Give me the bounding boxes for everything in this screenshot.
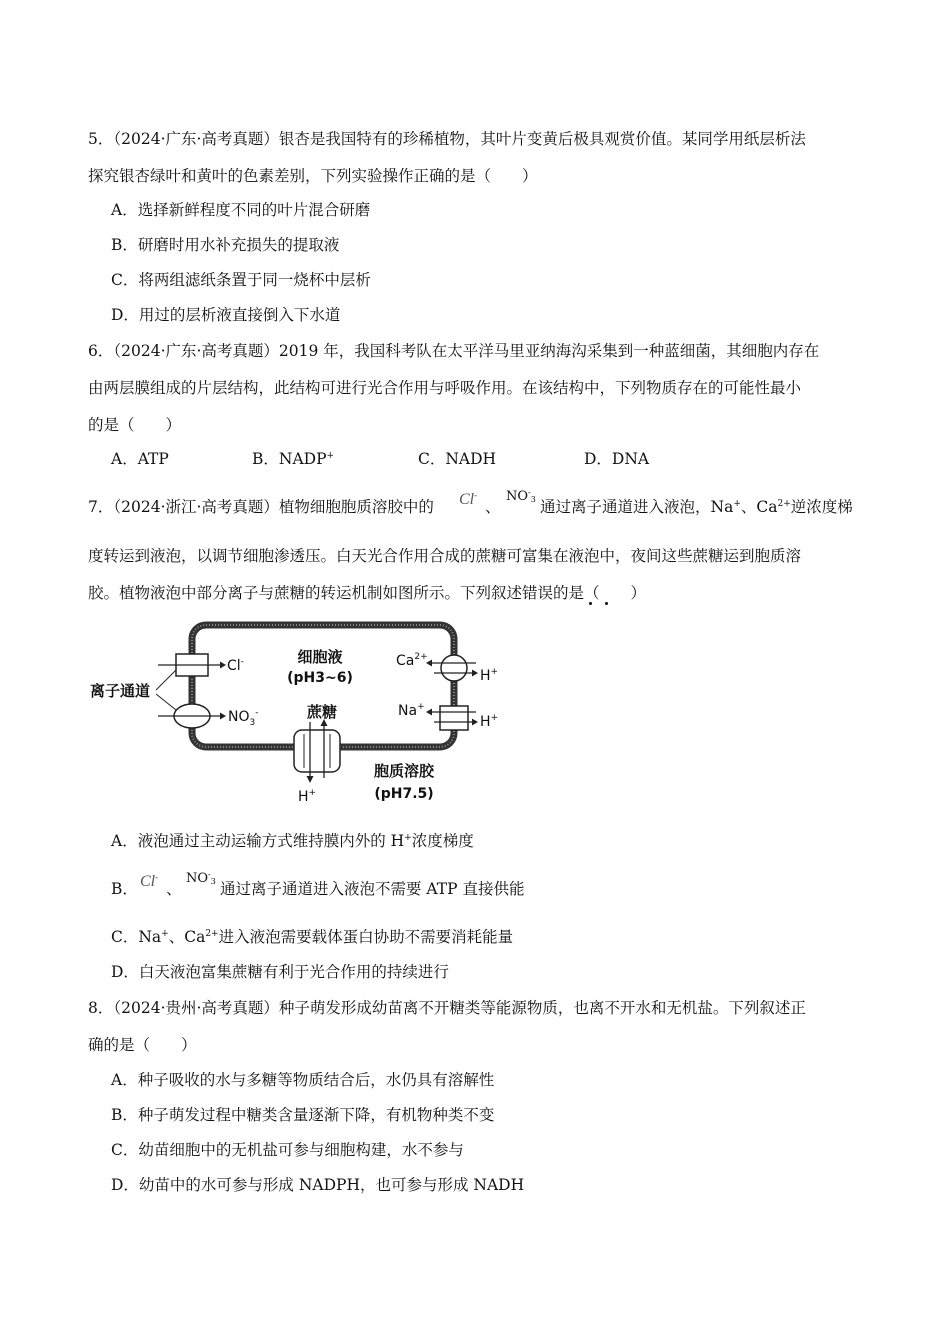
q5-number: 5． bbox=[88, 130, 114, 148]
q6-option-c: C．NADH bbox=[418, 450, 497, 468]
emphasis-dot bbox=[605, 602, 608, 605]
q7-option-c-text: C．Na bbox=[111, 928, 162, 946]
q7-ca-charge: 2+ bbox=[777, 499, 791, 509]
q5-option-c: C．将两组滤纸条置于同一烧杯中层析 bbox=[111, 271, 371, 289]
q8-stem-line1 bbox=[88, 998, 806, 1018]
q7-nitrate-formula bbox=[506, 486, 536, 507]
cytosol-label: 胞质溶胶 bbox=[373, 762, 435, 780]
q7-option-c-sup2: 2+ bbox=[205, 929, 219, 939]
q8-number: 8． bbox=[88, 999, 114, 1017]
vacuole-membrane bbox=[192, 625, 454, 747]
q8-option-c: C．幼苗细胞中的无机盐可参与细胞构建，水不参与 bbox=[111, 1141, 464, 1159]
proton-out-arrowhead-na bbox=[472, 719, 478, 726]
emphasis-dot bbox=[589, 602, 592, 605]
q7-option-b-separator: 、 bbox=[166, 880, 182, 898]
calcium-antiporter bbox=[441, 655, 467, 681]
ion-channel-pointer-bottom bbox=[156, 694, 176, 710]
q7-option-a-text2: 浓度梯度 bbox=[411, 832, 474, 850]
q7-nitrate-subscript: 3 bbox=[530, 495, 536, 504]
q6-stem-line3: 的是（ ） bbox=[88, 416, 182, 434]
q7-option-b-text: 通过离子通道进入液泡不需要 ATP 直接供能 bbox=[220, 880, 525, 898]
q8-stem-text1: （2024·贵州·高考真题）种子萌发形成幼苗离不开糖类等能源物质，也离不开水和无机盐。下列叙述正 bbox=[113, 999, 806, 1017]
vacuole-membrane-texture bbox=[192, 625, 454, 747]
q7-chloride-charge: - bbox=[474, 490, 478, 500]
q7-stem-line1b bbox=[540, 497, 853, 517]
calcium-label: $Ca^{2+}$ bbox=[396, 652, 428, 669]
q7-stem-line3: 胶。植物液泡中部分离子与蔗糖的转运机制如图所示。下列叙述错误的是（ ） bbox=[88, 584, 647, 602]
q6-stem-line2: 由两层膜组成的片层结构，此结构可进行光合作用与呼吸作用。在该结构中，下列物质存在的可能性最小 bbox=[88, 379, 802, 397]
sodium-arrowhead bbox=[426, 709, 432, 716]
q7-option-a-sup: + bbox=[404, 833, 412, 843]
ion-channel-label: 离子通道 bbox=[90, 682, 151, 700]
q7-option-a bbox=[111, 831, 474, 851]
q7-stem-text1d: 逆浓度梯 bbox=[790, 498, 853, 516]
q8-option-a: A．种子吸收的水与多糖等物质结合后，水仍具有溶解性 bbox=[111, 1071, 495, 1089]
q7-option-d: D．白天液泡富集蔗糖有利于光合作用的持续进行 bbox=[111, 963, 449, 981]
q7-option-c-text2: 、Ca bbox=[168, 928, 206, 946]
q6-option-b-sup: + bbox=[326, 451, 335, 461]
q5-option-a: A．选择新鲜程度不同的叶片混合研磨 bbox=[111, 201, 371, 219]
q7-option-b-chloride-symbol: Cl bbox=[140, 873, 156, 890]
proton-label-sucrose: H+ bbox=[298, 788, 317, 805]
q7-option-a-text: A．液泡通过主动运输方式维持膜内外的 H bbox=[111, 832, 405, 850]
q7-option-c-sup1: + bbox=[161, 929, 169, 939]
q7-option-c bbox=[111, 927, 513, 947]
q7-chloride-formula bbox=[459, 490, 477, 510]
q7-stem-text1a: （2024·浙江·高考真题）植物细胞胞质溶胶中的 bbox=[113, 498, 434, 516]
q6-option-b-text: B．NADP bbox=[252, 450, 327, 468]
q7-chloride-symbol: Cl bbox=[459, 491, 475, 508]
q7-option-c-text3: 进入液泡需要载体蛋白协助不需要消耗能量 bbox=[218, 928, 514, 946]
sucrose-label: 蔗糖 bbox=[306, 703, 338, 721]
q7-option-b-label: B． bbox=[111, 880, 138, 898]
q7-number: 7． bbox=[88, 498, 114, 516]
q5-stem-line1 bbox=[88, 129, 806, 149]
q8-option-b: B．种子萌发过程中糖类含量逐渐下降，有机物种类不变 bbox=[111, 1106, 495, 1124]
q7-option-b-chloride-charge: - bbox=[155, 872, 159, 882]
q7-na-charge: + bbox=[733, 499, 741, 509]
q7-nitrate-charge: - bbox=[528, 488, 531, 497]
q8-option-d: D．幼苗中的水可参与形成 NADPH，也可参与形成 NADH bbox=[111, 1176, 525, 1194]
vacuole-transport-diagram bbox=[88, 618, 508, 808]
q7-option-b-nitrate bbox=[186, 868, 216, 889]
sodium-antiporter bbox=[440, 706, 468, 730]
q7-stem-text1b: 通过离子通道进入液泡，Na bbox=[540, 498, 734, 516]
sodium-label: Na+ bbox=[398, 702, 425, 719]
proton-label-na: H+ bbox=[480, 713, 499, 730]
ion-channel-pointer-top bbox=[156, 670, 176, 690]
q7-stem-text1c: 、Ca bbox=[740, 498, 778, 516]
proton-arrowhead-sucrose bbox=[307, 776, 314, 783]
q7-nitrate-symbol: NO bbox=[506, 489, 529, 504]
q6-stem-text1: （2024·广东·高考真题）2019 年，我国科考队在太平洋马里亚纳海沟采集到一种蓝细菌，其细胞内存在 bbox=[113, 342, 820, 360]
q6-option-d: D．DNA bbox=[584, 450, 650, 468]
q6-number: 6． bbox=[88, 342, 114, 360]
nitrate-label: $NO_3^-$ bbox=[228, 708, 259, 728]
q7-option-b-chloride bbox=[140, 872, 158, 892]
q5-option-d: D．用过的层析液直接倒入下水道 bbox=[111, 306, 341, 324]
q6-stem-line1 bbox=[88, 341, 819, 361]
chloride-arrowhead bbox=[220, 662, 226, 669]
proton-out-arrowhead-ca bbox=[472, 670, 478, 677]
q7-stem-line2: 度转运到液泡，以调节细胞渗透压。白天光合作用合成的蔗糖可富集在液泡中，夜间这些蔗糖运到胞质溶 bbox=[88, 547, 802, 565]
q7-option-b-nitrate-charge: - bbox=[208, 870, 211, 879]
q8-stem-line2: 确的是（ ） bbox=[88, 1036, 197, 1054]
q5-stem-text1: （2024·广东·高考真题）银杏是我国特有的珍稀植物，其叶片变黄后极具观赏价值。某同学用纸层析法 bbox=[113, 130, 806, 148]
nitrate-arrowhead bbox=[220, 713, 226, 720]
q7-option-b-nitrate-subscript: 3 bbox=[210, 877, 216, 886]
q7-separator: 、 bbox=[485, 498, 501, 516]
cytosol-ph-label: (pH7.5) bbox=[374, 786, 434, 802]
q7-stem-line1a bbox=[88, 497, 434, 517]
proton-label-ca: H+ bbox=[480, 667, 499, 684]
sucrose-transporter bbox=[294, 730, 340, 772]
q5-stem-line2: 探究银杏绿叶和黄叶的色素差别，下列实验操作正确的是（ ） bbox=[88, 167, 538, 185]
cell-sap-ph-label: (pH3~6) bbox=[287, 670, 353, 686]
q7-option-b-nitrate-symbol: NO bbox=[186, 871, 209, 886]
cell-sap-label: 细胞液 bbox=[297, 648, 343, 666]
q6-option-a: A．ATP bbox=[111, 450, 169, 468]
q5-option-b: B．研磨时用水补充损失的提取液 bbox=[111, 236, 340, 254]
q6-option-b bbox=[252, 449, 334, 469]
chloride-label: Cl- bbox=[227, 657, 244, 674]
